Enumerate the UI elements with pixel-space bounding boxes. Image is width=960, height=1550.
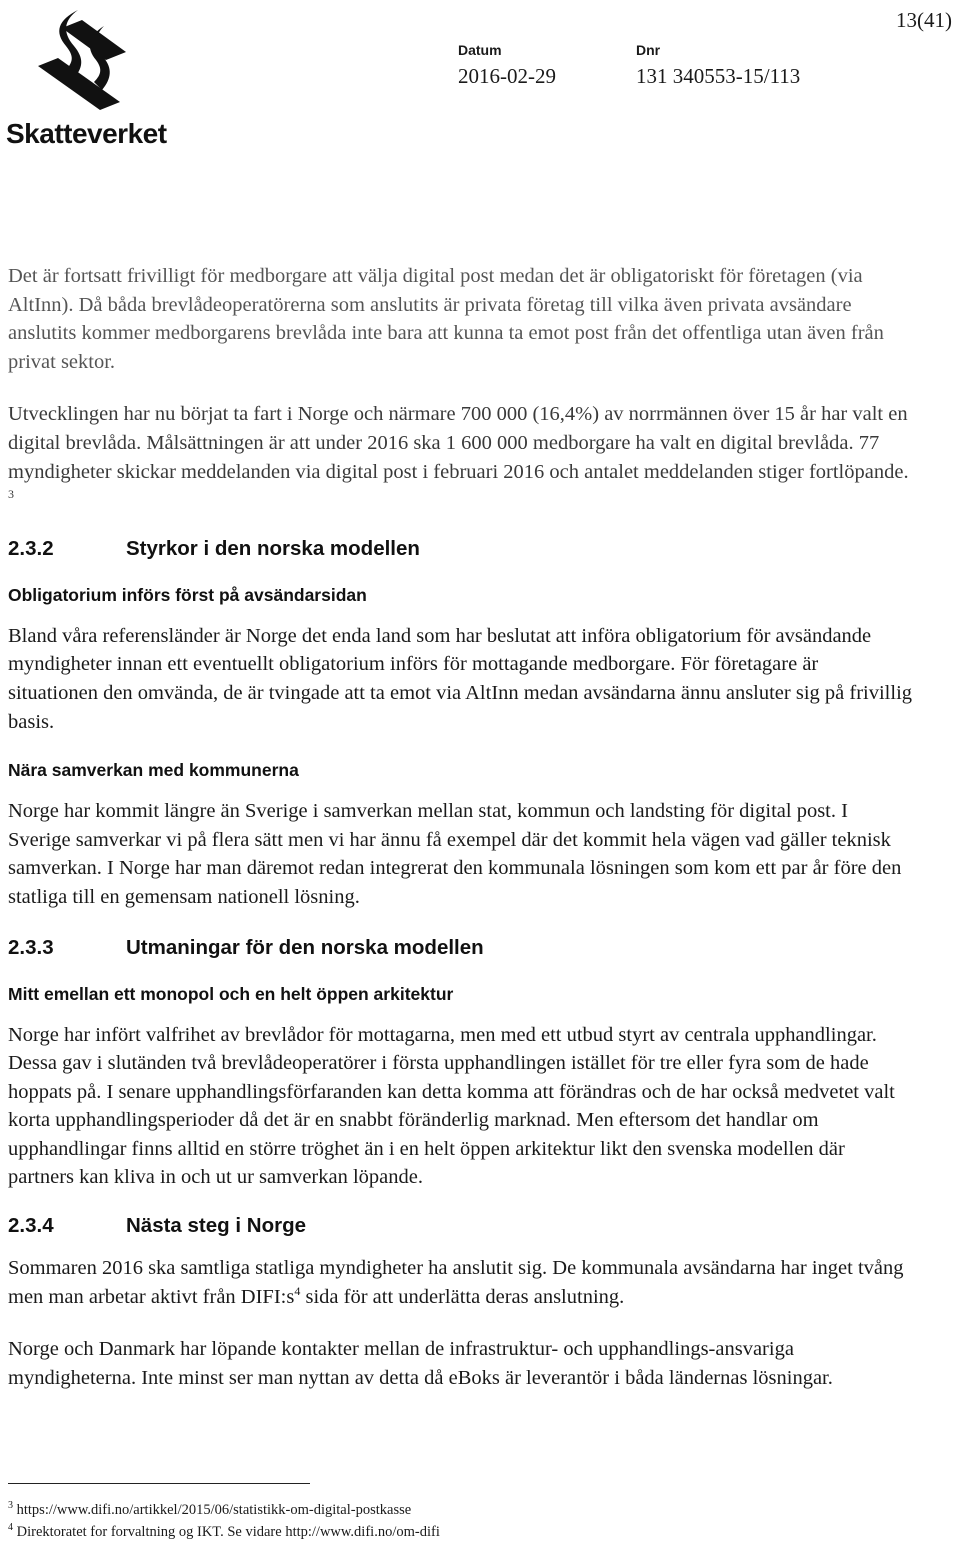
footnote-3 [8, 1502, 411, 1519]
paragraph-norway-adoption-text: Utvecklingen har nu börjat ta fart i Norge och närmare 700 000 (16,4%) av norrmännen över 15 år har valt en digital brevlåda. Målsättningen är att under 2016 ska 1 600 000 medborgare ha valt en digital brevlåda. 77 myndigheter skickar meddelanden via digital post i februari 2016 och antalet meddelanden stiger fortlöpande. [8, 403, 909, 483]
datum-value: 2016-02-29 [458, 64, 556, 88]
footnote-4 [8, 1524, 440, 1541]
page-number: 13(41) [896, 8, 952, 32]
subheading-kommuner: Nära samverkan med kommunerna [8, 760, 299, 781]
section-heading-2-3-4 [8, 1214, 913, 1238]
footnote-ref-3: 3 [8, 487, 14, 502]
footnote-separator [8, 1483, 310, 1484]
logo-wordmark: Skatteverket [6, 118, 167, 149]
footnote-text: https://www.difi.no/artikkel/2015/06/statistikk-om-digital-postkasse [16, 1502, 412, 1518]
paragraph-norway-denmark: Norge och Danmark har löpande kontakter mellan de infrastruktur- och upphandlings-ansvariga myndigheterna. Inte minst ser man nyttan av detta då eBoks är leverantör i båda ländernas lösningar. [8, 1338, 833, 1389]
dnr-label: Dnr [636, 42, 661, 58]
footnote-number: 4 [8, 1522, 13, 1534]
section-heading-2-3-3 [8, 936, 913, 960]
skatteverket-emblem-icon [34, 6, 134, 114]
dnr-block [636, 42, 800, 89]
paragraph-obligatorium: Bland våra referensländer är Norge det enda land som har beslutat att införa obligatorium för avsändande myndigheter innan ett eventuellt obligatorium införs för mottagande medborgare. För företagare är situationen den omvända, de är tvingade att ta emot via AltInn medan avsändarna ännu ansluter sig på frivillig basis. [8, 624, 913, 733]
paragraph-digital-post-voluntary: Det är fortsatt frivilligt för medborgare att välja digital post medan det är obligatoriskt för företagen (via AltInn). Då båda brevlådeoperatörerna som anslutits är privata företag till vilka även privata avsändare anslutits kommer medborgarens brevlåda inte bara att kunna ta emot post från det offentliga utan även från privat sektor. [8, 265, 884, 373]
skatteverket-logo [6, 6, 167, 149]
paragraph-norway-adoption [8, 400, 913, 514]
footnote-number: 3 [8, 1500, 13, 1512]
section-number: 2.3.4 [8, 1214, 54, 1238]
section-number: 2.3.3 [8, 935, 54, 959]
footnote-text: Direktoratet for forvaltning og IKT. Se vidare http://www.difi.no/om-difi [16, 1524, 440, 1540]
document-body [8, 262, 913, 1392]
footnote-ref-4: 4 [294, 1283, 301, 1298]
subheading-monopol: Mitt emellan ett monopol och en helt öppen arkitektur [8, 983, 454, 1004]
section-title: Utmaningar för den norska modellen [126, 935, 484, 959]
datum-label: Datum [458, 42, 502, 58]
section-title: Nästa steg i Norge [126, 1214, 306, 1238]
section-title: Styrkor i den norska modellen [126, 536, 420, 560]
subheading-obligatorium: Obligatorium införs först på avsändarsidan [8, 584, 367, 605]
paragraph-next-steps-text-end: sida för att underlätta deras anslutning. [300, 1285, 625, 1308]
datum-block [458, 42, 556, 89]
section-heading-2-3-2 [8, 537, 913, 561]
paragraph-monopol: Norge har infört valfrihet av brevlådor för mottagarna, men med ett utbud styrt av centrala upphandlingar. Dessa gav i slutänden två brevlådeoperatörer i första upphandlingen istället för tre eller fyra som de hade hoppats på. I senare upphandlingsförfaranden kan detta komma att förändras och de har också medvetet valt korta upphandlingsperioder då det är en snabbt föränderlig marknad. Men eftersom det handlar om upphandlingar finns alltid en större tröghet än i en helt öppen arkitektur likt den svenska modellen där partners kan kliva in och ut ur samverkan löpande. [8, 1023, 895, 1189]
dnr-value: 131 340553-15/113 [636, 64, 801, 88]
section-number: 2.3.2 [8, 536, 54, 560]
paragraph-kommuner: Norge har kommit längre än Sverige i samverkan mellan stat, kommun och landsting för digital post. I Sverige samverkar vi på flera sätt men vi har ännu få exempel där det kommit hela vägen vad gäller teknisk samverkan. I Norge har man däremot redan integrerat den kommunala lösningen som kom ett par år före den statliga till en gemensam nationell lösning. [8, 800, 902, 908]
paragraph-next-steps-text: Sommaren 2016 ska samtliga statliga myndigheter ha anslutit sig. De kommunala avsändarna har inget tvång men man arbetar aktivt från DIFI:s [8, 1257, 904, 1308]
paragraph-next-steps [8, 1254, 913, 1311]
